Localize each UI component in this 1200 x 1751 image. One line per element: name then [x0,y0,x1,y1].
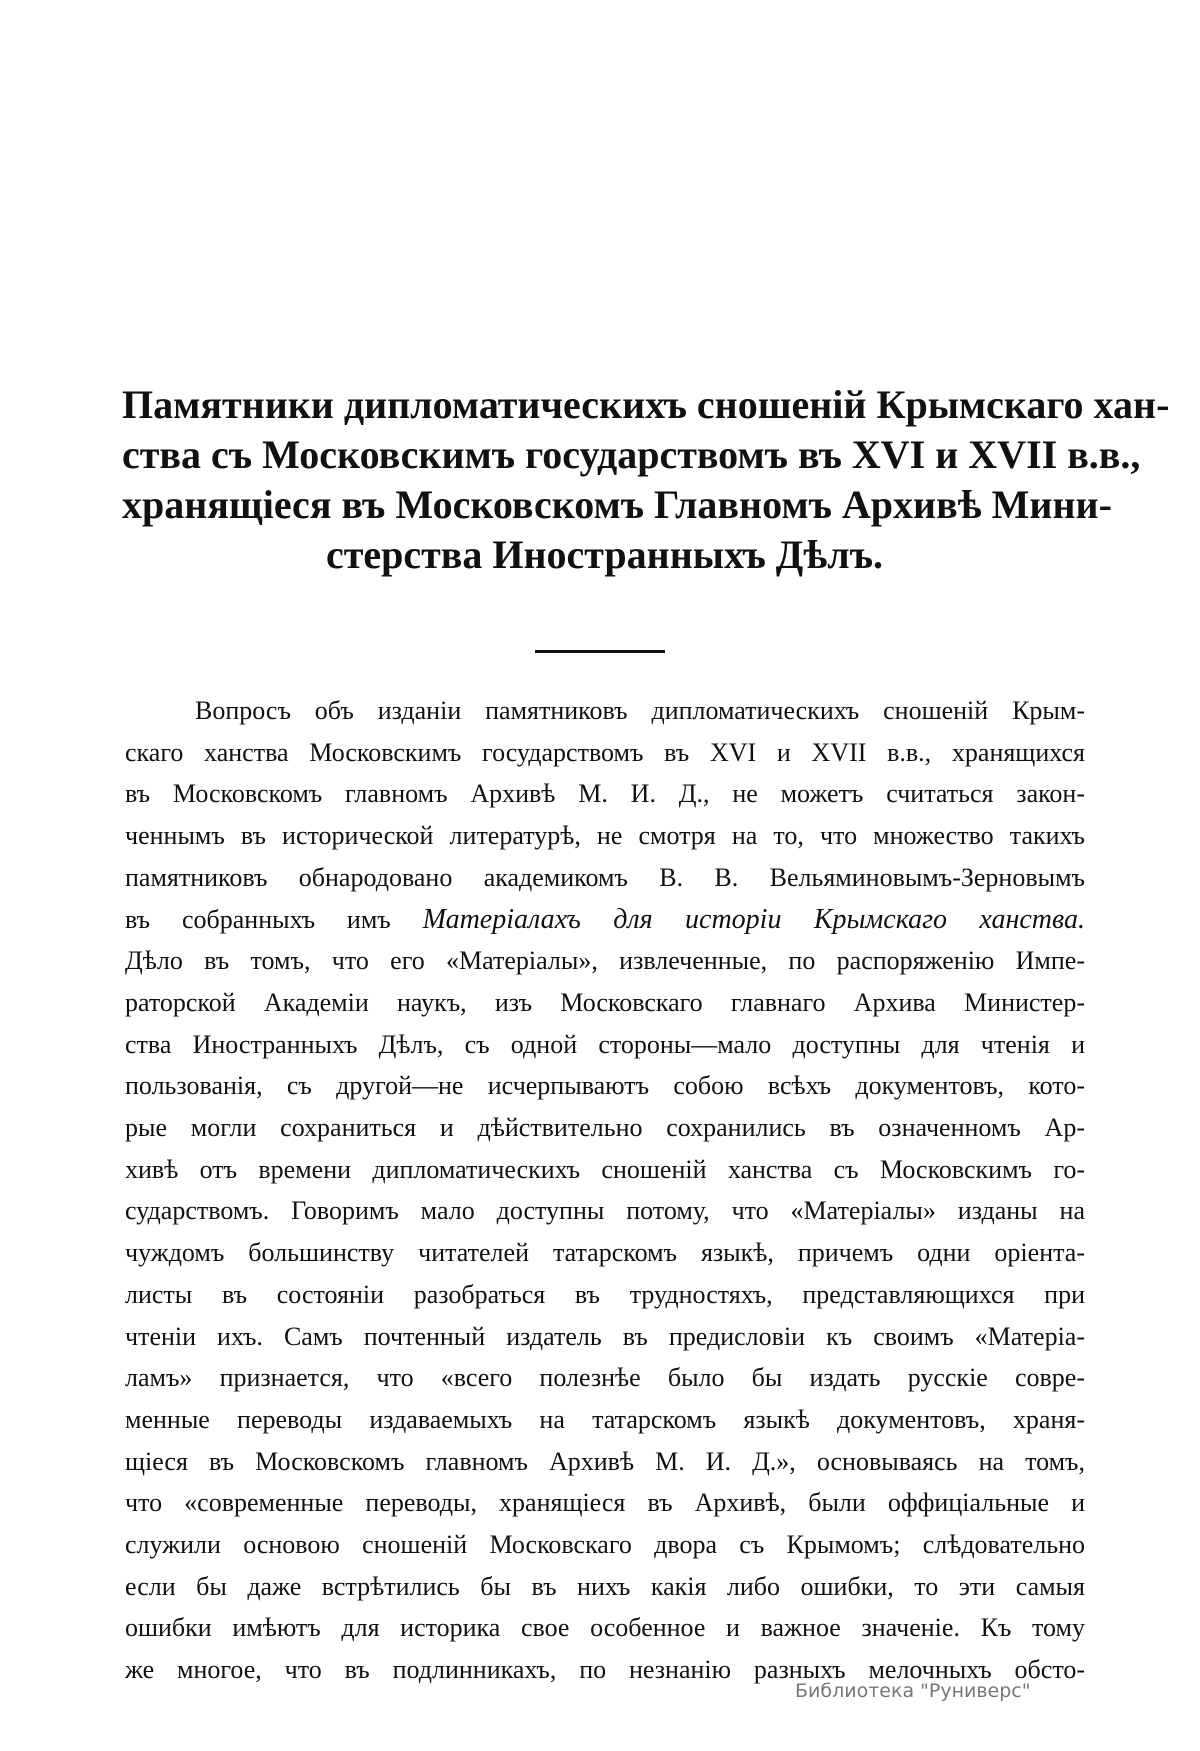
text-segment: въ собранныхъ имъ [125,904,391,934]
text-line: что «современные переводы, хранящіеся въ Архивѣ, были оффиціальные и [125,1488,1085,1518]
text-line: Вопросъ объ изданіи памятниковъ дипломатическихъ сношеній Крым- [195,696,1085,725]
body-paragraph [125,690,1085,1691]
title-divider [535,650,665,653]
text-line: рые могли сохраниться и дѣйствительно сохранились въ означенномъ Ар- [125,1113,1085,1143]
text-line: ченнымъ въ исторической литературѣ, не смотря на то, что множество такихъ [125,821,1085,851]
text-line: служили основою сношеній Московскаго двора съ Крымомъ; слѣдовательно [125,1530,1085,1560]
text-line: скаго ханства Московскимъ государствомъ въ XVI и XVII в.в., хранящихся [125,737,1085,767]
title-line: стерства Иностранныхъ Дѣлъ. [325,532,884,577]
text-line: раторской Академіи наукъ, изъ Московскаго главнаго Архива Министер- [125,987,1085,1017]
title-line: Памятники дипломатическихъ сношеній Крымскаго хан- [122,382,1170,427]
text-line: менные переводы издаваемыхъ на татарскомъ языкѣ документовъ, храня- [125,1404,1085,1434]
text-line: же многое, что въ подлинникахъ, по незнанію разныхъ мелочныхъ обсто- [125,1655,1085,1685]
italic-work-title: Матеріалахъ для исторіи Крымскаго ханства. [422,903,1085,935]
text-line [125,899,1085,941]
text-line: ламъ» признается, что «всего полезнѣе было бы издать русскіе совре- [125,1363,1085,1393]
text-line: щіеся въ Московскомъ главномъ Архивѣ М. И. Д.», основываясь на томъ, [125,1446,1085,1476]
text-line: въ Московскомъ главномъ Архивѣ М. И. Д., не можетъ считаться закон- [125,779,1085,809]
library-watermark: Библиотека "Руниверс" [795,1680,1031,1702]
text-line: чтеніи ихъ. Самъ почтенный издатель въ предисловіи къ своимъ «Матеріа- [125,1321,1085,1351]
text-line: ошибки имѣютъ для историка свое особенное и важное значеніе. Къ тому [125,1613,1085,1643]
text-line: если бы даже встрѣтились бы въ нихъ какія либо ошибки, то эти самыя [125,1571,1085,1601]
text-line: Дѣло въ томъ, что его «Матеріалы», извлеченные, по распоряженію Импе- [125,946,1085,976]
document-title [122,380,1170,580]
text-line: ства Иностранныхъ Дѣлъ, съ одной стороны—мало доступны для чтенія и [125,1029,1085,1059]
text-line: хивѣ отъ времени дипломатическихъ сношеній ханства съ Московскимъ го- [125,1154,1085,1184]
text-line: чуждомъ большинству читателей татарскомъ языкѣ, причемъ одни оріента- [125,1238,1085,1268]
text-line: пользованія, съ другой—не исчерпываютъ собою всѣхъ документовъ, кото- [125,1071,1085,1101]
text-line: сударствомъ. Говоримъ мало доступны потому, что «Матеріалы» изданы на [125,1196,1085,1226]
title-line: ства съ Московскимъ государствомъ въ XVI и XVII в.в., [122,432,1141,477]
text-line: памятниковъ обнародовано академикомъ В. В. Вельяминовымъ-Зерновымъ [125,862,1085,892]
title-line: хранящіеся въ Московскомъ Главномъ Архивѣ Мини- [122,482,1112,527]
text-line: листы въ состояніи разобраться въ трудностяхъ, представляющихся при [125,1279,1085,1309]
